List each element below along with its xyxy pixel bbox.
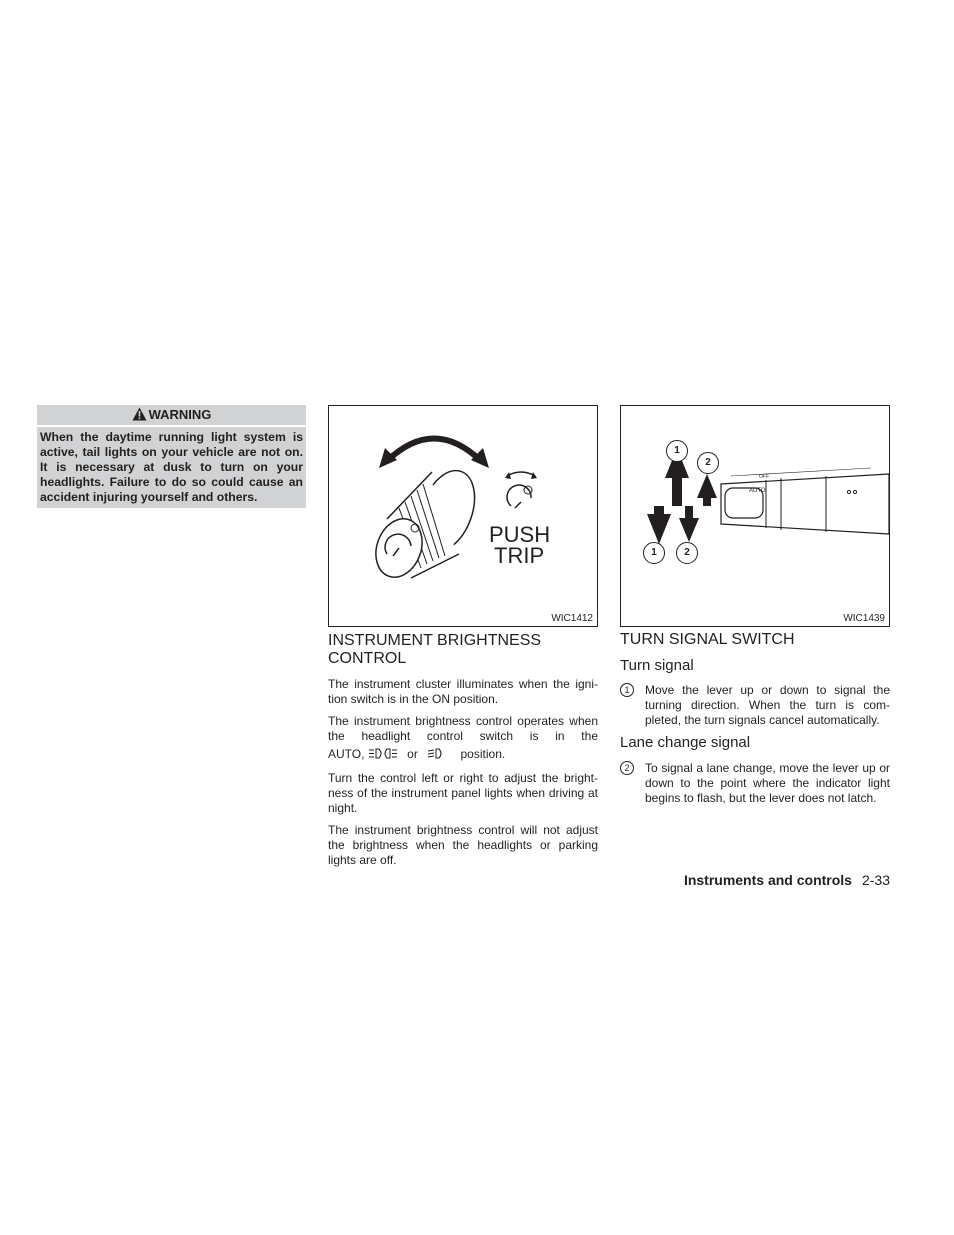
warning-text: When the daytime running light system is active, tail lights on your vehicle are not on. It is necessary at dusk to turn on your headlights. Failure to do so could cause an accident injuring yourself and others.	[37, 427, 306, 508]
warning-title: WARNING	[148, 407, 212, 422]
turn-signal-item	[620, 683, 890, 728]
figure-code: WIC1412	[551, 613, 593, 624]
push-label: PUSH	[489, 522, 551, 547]
headlight-icon	[427, 748, 443, 759]
item-text: Move the lever up or down to signal the turning direction. When the turn is com-pleted, the turn signals cancel automatically.	[645, 683, 890, 727]
subheading-turn-signal: Turn signal	[620, 657, 694, 674]
brightness-control-figure	[328, 405, 598, 627]
page-footer	[684, 872, 890, 888]
section-heading-brightness	[328, 632, 541, 668]
heading-line-2: CONTROL	[328, 650, 407, 667]
lever-off-label: OFF	[759, 474, 769, 480]
turn-signal-lever-illustration	[621, 406, 889, 606]
position-text: position.	[460, 747, 506, 761]
footer-section: Instruments and controls	[683, 872, 852, 888]
brightness-paragraph-2-end	[328, 747, 598, 762]
auto-text: AUTO,	[328, 747, 365, 761]
brightness-paragraph-2: The instrument brightness control operates when the headlight control switch is in the	[328, 714, 598, 743]
section-heading-turn-signal: TURN SIGNAL SWITCH	[620, 631, 795, 648]
warning-header	[37, 405, 306, 425]
figure-code: WIC1439	[843, 613, 885, 624]
brightness-paragraph-1: The instrument cluster illuminates when the igni-tion switch is in the ON position.	[328, 677, 598, 706]
brightness-paragraph-3: Turn the control left or right to adjust the bright-ness of the instrument panel lights when driving at night.	[328, 771, 598, 815]
lever-auto-label: AUTO	[749, 488, 766, 494]
brightness-dial-illustration	[329, 406, 597, 606]
item-number: 1	[620, 683, 634, 697]
page-number: 2-33	[861, 872, 890, 888]
marker-1-top: 1	[666, 440, 688, 462]
heading-line-1: INSTRUMENT BRIGHTNESS	[328, 632, 542, 649]
item-number: 2	[620, 761, 634, 775]
marker-1-bottom: 1	[643, 542, 665, 564]
warning-triangle-icon	[132, 407, 147, 421]
parking-light-icon	[368, 748, 398, 759]
item-text: To signal a lane change, move the lever up or down to the point where the indicator light begins to flash, but the lever does not latch.	[645, 761, 890, 805]
subheading-lane-change: Lane change signal	[620, 734, 751, 751]
marker-2-top: 2	[697, 452, 719, 474]
turn-signal-figure	[620, 405, 890, 627]
lane-change-item	[620, 761, 890, 806]
or-text: or	[407, 747, 418, 761]
trip-label: TRIP	[494, 543, 545, 568]
brightness-paragraph-4: The instrument brightness control will not adjust the brightness when the headlights or parking lights are off.	[328, 823, 598, 867]
marker-2-bottom: 2	[676, 542, 698, 564]
